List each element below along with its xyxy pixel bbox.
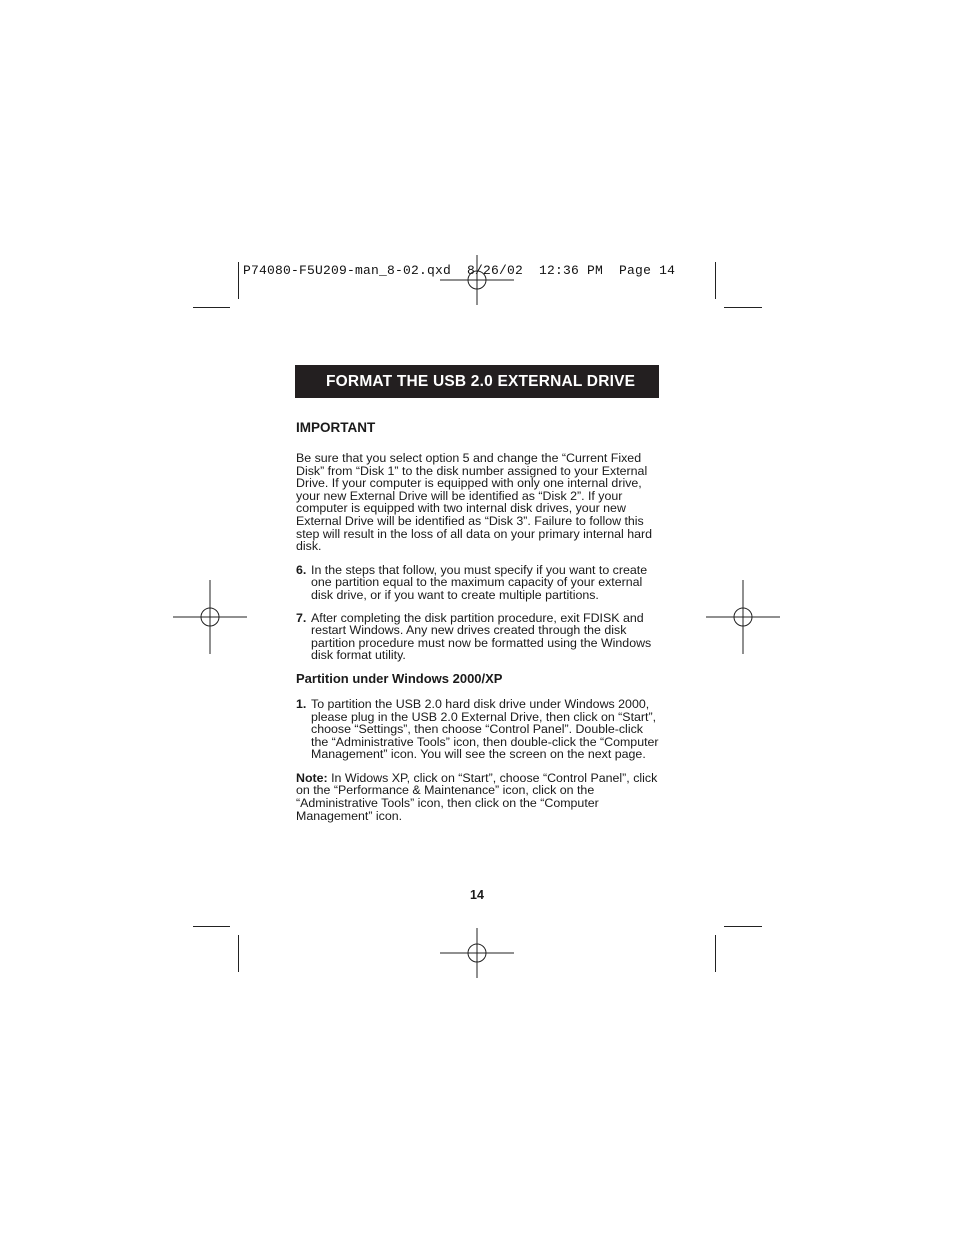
- crop-mark-top-right-horizontal: [724, 307, 762, 308]
- registration-mark-top-icon: [440, 243, 514, 317]
- step-text: To partition the USB 2.0 hard disk drive under Windows 2000, please plug in the USB 2.0 External Drive, then click on “Start”, choose “Settings”, then choose “Control Panel”. Double-click the “Administrative Tools” icon, then double-click the “Computer Management” icon. You will see the screen on the next page.: [311, 696, 659, 762]
- crop-mark-bottom-right-vertical: [715, 935, 716, 972]
- print-slug: P74080-F5U209-man_8-02.qxd 8/26/02 12:36 PM Page 14: [243, 263, 676, 278]
- registration-mark-right-icon: [706, 580, 780, 654]
- crop-mark-top-right-vertical: [715, 262, 716, 299]
- step-item: [296, 612, 660, 662]
- registration-mark-left-icon: [173, 580, 247, 654]
- note-text: In Widows XP, click on “Start”, choose “Control Panel”, click on the “Performance & Maintenance” icon, click on the “Administrative Tools” icon, then click on the “Computer Management” icon.: [296, 770, 658, 823]
- partition-heading: Partition under Windows 2000/XP: [296, 670, 503, 686]
- page-content: [296, 420, 660, 832]
- crop-mark-top-left-vertical: [238, 262, 239, 299]
- page-number: 14: [470, 888, 484, 902]
- crop-mark-bottom-left-vertical: [238, 935, 239, 972]
- crop-mark-bottom-left-horizontal: [193, 926, 230, 927]
- step-number: 6.: [296, 562, 307, 577]
- step-text: In the steps that follow, you must specify if you want to create one partition equal to the maximum capacity of your external disk drive, or if you want to create multiple partitions.: [311, 562, 648, 602]
- step-text: After completing the disk partition procedure, exit FDISK and restart Windows. Any new drives created through the disk partition procedure must now be formatted using the Windows disk format utility.: [311, 610, 652, 663]
- note-paragraph: [296, 772, 660, 822]
- section-header: FORMAT THE USB 2.0 EXTERNAL DRIVE: [295, 365, 659, 398]
- crop-mark-bottom-right-horizontal: [724, 926, 762, 927]
- step-number: 7.: [296, 610, 307, 625]
- step-number: 1.: [296, 696, 307, 711]
- important-heading: IMPORTANT: [296, 420, 376, 435]
- step-item: [296, 564, 660, 602]
- step-item: [296, 698, 660, 761]
- registration-mark-bottom-icon: [440, 916, 514, 990]
- important-paragraph: Be sure that you select option 5 and change the “Current Fixed Disk” from “Disk 1” to the disk number assigned to your External Drive. If your computer is equipped with only one internal drive, your new External Drive will be identified as “Disk 2”. If your computer is equipped with two internal disk drives, your new External Drive will be identified as “Disk 3”. Failure to follow this step will result in the loss of all data on your primary internal hard disk.: [296, 451, 653, 554]
- crop-mark-top-left-horizontal: [193, 307, 230, 308]
- note-label: Note:: [296, 770, 328, 785]
